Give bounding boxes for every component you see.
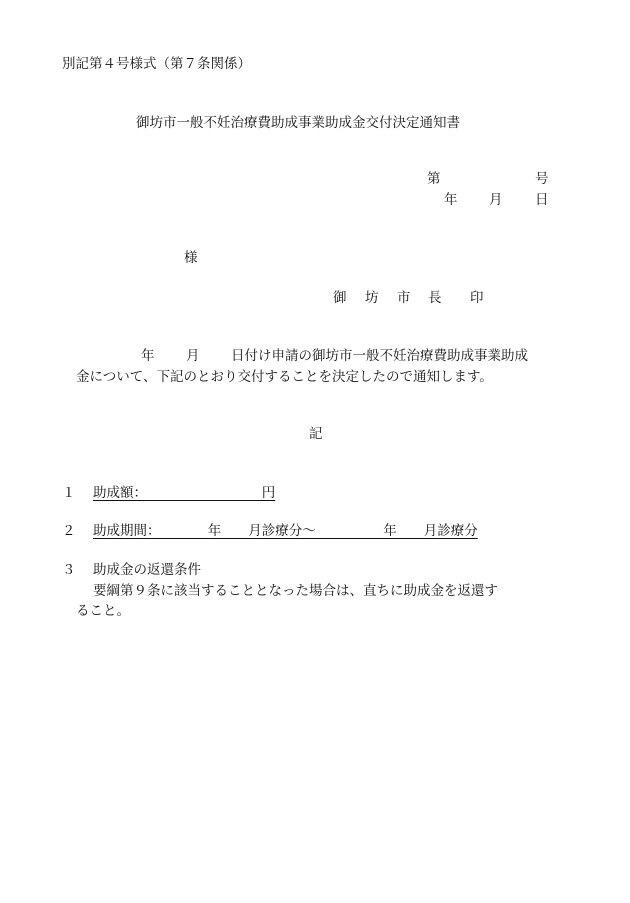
number-go: 号	[535, 171, 549, 187]
item-3-number: ３	[62, 562, 76, 578]
item-3-line-1: 要綱第９条に該当することとなった場合は、直ちに助成金を返還す	[93, 583, 498, 599]
date-month: 月	[489, 192, 503, 208]
number-dai: 第	[427, 171, 441, 187]
item-2-period: 助成期間： 年 月診療分～ 年 月診療分	[93, 523, 478, 539]
issuer-char-2: 坊	[365, 290, 379, 306]
ki-heading: 記	[309, 426, 323, 442]
item-1-number: １	[62, 485, 76, 501]
item-3-heading: 助成金の返還条件	[93, 562, 201, 578]
body-line-1: 日付け申請の御坊市一般不妊治療費助成事業助成	[231, 348, 528, 364]
document-title: 御坊市一般不妊治療費助成事業助成金交付決定通知書	[136, 115, 460, 131]
item-1-amount: 助成額： 円	[93, 485, 276, 501]
item-2-number: ２	[62, 523, 76, 539]
item-3-line-2: ること。	[76, 603, 130, 619]
form-label: 別記第４号様式（第７条関係）	[62, 56, 251, 72]
addressee-suffix: 様	[184, 250, 198, 266]
issuer-char-3: 市	[397, 290, 411, 306]
body-month: 月	[186, 348, 200, 364]
body-year: 年	[141, 348, 155, 364]
date-year: 年	[444, 192, 458, 208]
issuer-char-1: 御	[333, 290, 347, 306]
issuer-seal: 印	[470, 290, 484, 306]
issuer-char-4: 長	[428, 290, 442, 306]
body-line-2: 金について、下記のとおり交付することを決定したので通知します。	[76, 369, 493, 385]
date-day: 日	[535, 192, 549, 208]
